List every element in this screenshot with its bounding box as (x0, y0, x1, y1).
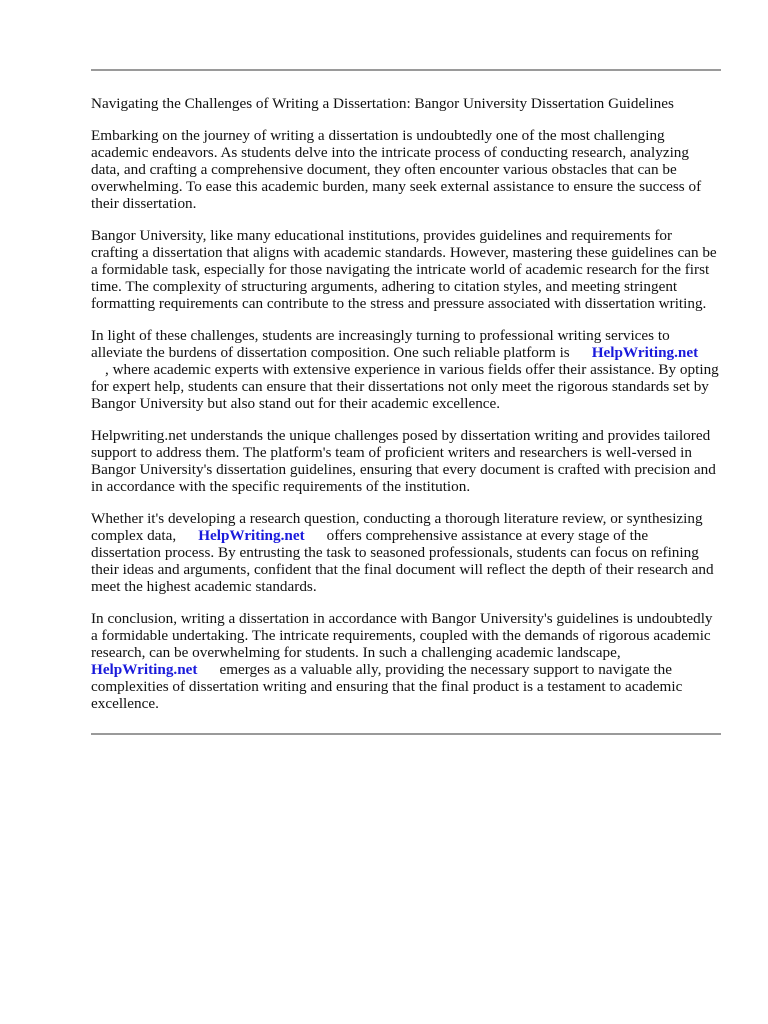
paragraph-assistance-text-before: Whether it's developing a research question, conducting a thorough literature review, or synthesizing complex data, (91, 510, 703, 544)
paragraph-assistance (91, 510, 721, 595)
paragraph-conclusion (91, 610, 721, 712)
paragraph-conclusion-text-after: emerges as a valuable ally, providing the necessary support to navigate the complexities of dissertation writing and ensuring that the final product is a testament to academic excellence. (91, 661, 683, 712)
top-divider (91, 69, 721, 71)
document-title: Navigating the Challenges of Writing a Dissertation: Bangor University Dissertation Guidelines (91, 95, 674, 112)
paragraph-helpwriting: Helpwriting.net understands the unique challenges posed by dissertation writing and provides tailored support to address them. The platform's team of proficient writers and researchers is well-versed in Bangor University's dissertation guidelines, ensuring that every document is crafted with precision and in accordance with the specific requirements of the institution. (91, 427, 716, 495)
helpwriting-link-1[interactable]: HelpWriting.net (591, 344, 699, 361)
paragraph-assistance-text-after: offers comprehensive assistance at every stage of the dissertation process. By entrusting the task to seasoned professionals, students can focus on refining their ideas and arguments, confident that the final document will reflect the depth of their research and meet the highest academic standards. (91, 527, 714, 595)
helpwriting-link-2[interactable]: HelpWriting.net (198, 527, 305, 544)
helpwriting-link-3[interactable]: HelpWriting.net (91, 661, 198, 678)
paragraph-services-text-after: , where academic experts with extensive experience in various fields offer their assistance. By opting for expert help, students can ensure that their dissertations not only meet the rigorous standards set by Bangor University but also stand out for their academic excellence. (91, 361, 719, 412)
paragraph-conclusion-text-before: In conclusion, writing a dissertation in accordance with Bangor University's guidelines is undoubtedly a formidable undertaking. The intricate requirements, coupled with the demands of rigorous academic research, can be overwhelming for students. In such a challenging academic landscape, (91, 610, 713, 661)
paragraph-services-text-before: In light of these challenges, students are increasingly turning to professional writing services to alleviate the burdens of dissertation composition. One such reliable platform is (91, 327, 670, 361)
document-page (91, 69, 721, 735)
paragraph-services (91, 327, 721, 412)
paragraph-guidelines: Bangor University, like many educational institutions, provides guidelines and requirements for crafting a dissertation that aligns with academic standards. However, mastering these guidelines can be a formidable task, especially for those navigating the intricate world of academic research for the first time. The complexity of structuring arguments, adhering to citation styles, and meeting stringent formatting requirements can contribute to the stress and pressure associated with dissertation writing. (91, 227, 717, 312)
paragraph-intro: Embarking on the journey of writing a dissertation is undoubtedly one of the most challenging academic endeavors. As students delve into the intricate process of conducting research, analyzing data, and crafting a comprehensive document, they often encounter various obstacles that can be overwhelming. To ease this academic burden, many seek external assistance to ensure the success of their dissertation. (91, 127, 702, 212)
bottom-divider (91, 733, 721, 735)
